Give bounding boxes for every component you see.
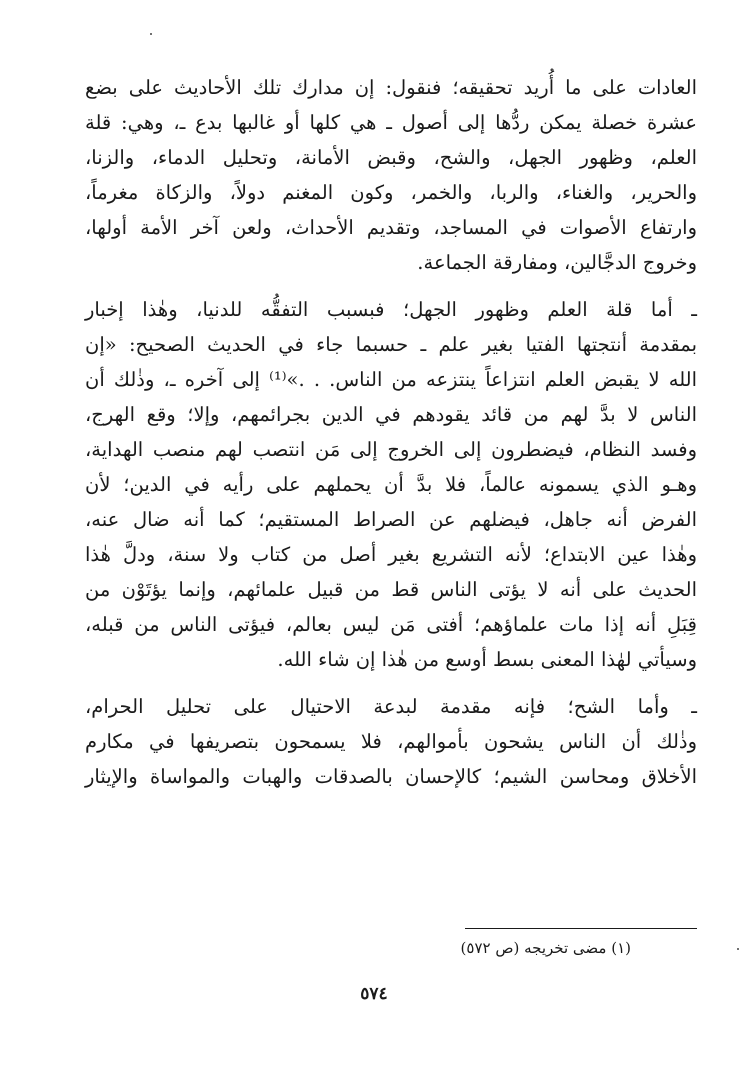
- footnote: (١) مضى تخريجه (ص ٥٧٢): [460, 939, 631, 957]
- text-line: وخروج الدجَّالين، ومفارقة الجماعة.: [417, 251, 697, 274]
- text-line: قِبَلِ أنه إذا مات علماؤهم؛ أفتى مَن ليس بعالم، فيؤتى الناس من قبله،: [85, 613, 697, 636]
- text-line: العلم، وظهور الجهل، والشح، وقبض الأمانة، وتحليل الدماء، والزنا،: [85, 146, 697, 169]
- text-line: الفرض أنه جاهل، فيضلهم عن الصراط المستقيم؛ كما أنه ضال عنه،: [85, 508, 697, 531]
- text-line: الناس لا بدَّ لهم من قائد يقودهم في الدين بجرائمهم، وإلا؛ وقع الهرج،: [85, 403, 697, 426]
- text-line: وفسد النظام، فيضطرون إلى الخروج إلى مَن انتصب لهم منصب الهداية،: [85, 438, 697, 461]
- page-number: ٥٧٤: [360, 984, 388, 1004]
- text-line: بمقدمة أنتجتها الفتيا بغير علم ـ حسبما جاء في الحديث الصحيح: «إن: [85, 333, 697, 356]
- scan-speck: [737, 948, 739, 950]
- text-line: وذٰلك أن الناس يشحون بأموالهم، فلا يسمحون بتصريفها في مكارم: [85, 730, 697, 753]
- text-line: وهـو الذي يسمونه عالماً، فلا بدَّ أن يحملهم على رأيه في الدين؛ لأن: [85, 473, 697, 496]
- text-line: ـ أما قلة العلم وظهور الجهل؛ فبسبب التفقُّه للدنيا، وهٰذا إخبار: [85, 298, 697, 321]
- footnote-divider: [465, 928, 697, 929]
- scan-speck: [150, 33, 152, 35]
- paragraph-greed: [85, 689, 697, 794]
- text-line: وهٰذا عين الابتداع؛ لأنه التشريع بغير أصل من كتاب ولا سنة، ودلَّ هٰذا: [85, 543, 697, 566]
- paragraph-knowledge: [85, 292, 697, 677]
- text-line: وارتفاع الأصوات في المساجد، وتقديم الأحداث، ولعن آخر الأمة أولها،: [85, 216, 697, 239]
- text-line: الأخلاق ومحاسن الشيم؛ كالإحسان بالصدقات والهبات والمواساة والإيثار: [85, 765, 697, 788]
- text-line: والحرير، والغناء، والربا، والخمر، وكون المغنم دولاً، والزكاة مغرماً،: [85, 181, 697, 204]
- paragraph-intro: [85, 70, 697, 280]
- text-line: ـ وأما الشح؛ فإنه مقدمة لبدعة الاحتيال على تحليل الحرام،: [85, 695, 697, 718]
- text-line: العادات على ما أُريد تحقيقه؛ فنقول: إن مدارك تلك الأحاديث على بضع: [85, 76, 697, 99]
- text-line: وسيأتي لهٰذا المعنى بسط أوسع من هٰذا إن شاء الله.: [277, 648, 697, 671]
- text-line: عشرة خصلة يمكن ردُّها إلى أصول ـ هي كلها أو غالبها بدع ـ، وهي: قلة: [85, 111, 697, 134]
- page-body: [85, 70, 697, 794]
- text-line: الله لا يقبض العلم انتزاعاً ينتزعه من الناس. . .»⁽¹⁾ إلى آخره ـ، وذٰلك أن: [85, 368, 698, 391]
- text-line: الحديث على أنه لا يؤتى الناس قط من قبيل علمائهم، وإنما يؤتَوْن من: [85, 578, 697, 601]
